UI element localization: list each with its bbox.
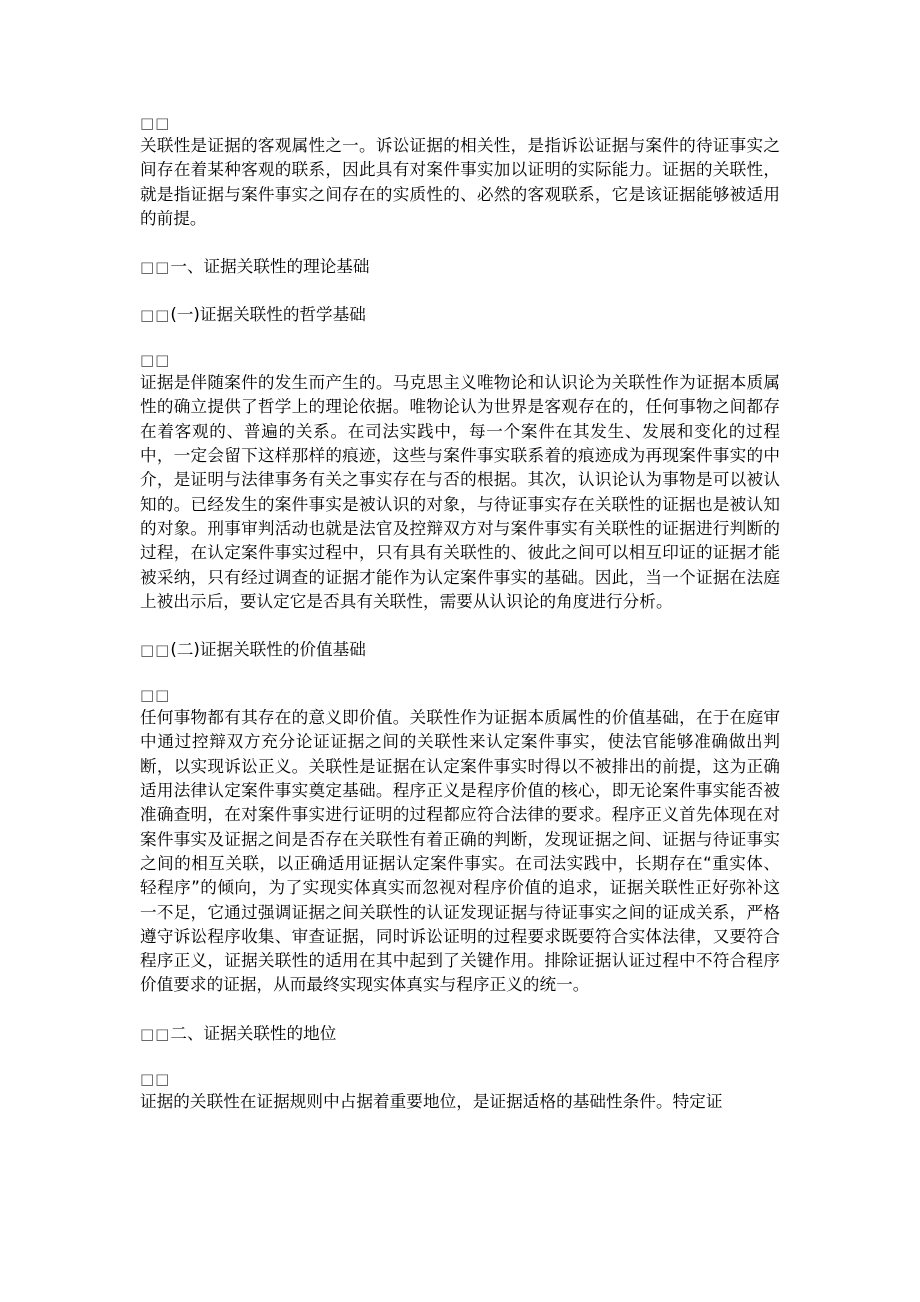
placeholder-glyphs: □□ — [140, 1069, 171, 1088]
subsection-heading-1-2-text: (二)证据关联性的价值基础 — [170, 640, 366, 660]
placeholder-glyphs: □□ — [140, 351, 171, 370]
value-paragraph: 任何事物都有其存在的意义即价值。关联性作为证据本质属性的价值基础，在于在庭审中通过控辩双方充分论证证据之间的关联性来认定案件事实，使法官能够准确做出判断，以实现诉讼正义。关联性是证据在认定案件事实时得以不被排出的前提，这为正确适用法律认定案件事实奠定基础。程序正义是程序价值的核心，即无论案件事实能否被准确查明，在对案件事实进行证明的过程都应符合法律的要求。程序正义首先体现在对案件事实及证据之间是否存在关联性有着正确的判断，发现证据之间、证据与待证事实之间的相互关联，以正确适用证据认定案件事实。在司法实践中，长期存在“重实体、轻程序”的倾向，为了实现实体真实而忽视对程序价值的追求，证据关联性正好弥补这一不足，它通过强调证据之间关联性的认证发现证据与待证事实之间的证成关系，严格遵守诉讼程序收集、审查证据，同时诉讼证明的过程要求既要符合实体法律，又要符合程序正义，证据关联性的适用在其中起到了关键作用。排除证据认证过程中不符合程序价值要求的证据，从而最终实现实体真实与程序正义的统一。 — [140, 708, 780, 995]
section-heading-2-text: 二、证据关联性的地位 — [170, 1023, 337, 1043]
document-body — [140, 112, 780, 1114]
section-heading-1 — [140, 255, 780, 279]
placeholder-glyphs: □□ — [140, 306, 171, 325]
philosophy-paragraph: 证据是伴随案件的发生而产生的。马克思主义唯物论和认识论为关联性作为证据本质属性的确立提供了哲学上的理论依据。唯物论认为世界是客观存在的，任何事物之间都存在着客观的、普遍的关系。在司法实践中，每一个案件在其发生、发展和变化的过程中，一定会留下这样那样的痕迹，这些与案件事实联系着的痕迹成为再现案件事实的中介，是证明与法律事务有关之事实存在与否的根据。其次，认识论认为事物是可以被认知的。已经发生的案件事实是被认识的对象，与待证事实存在关联性的证据也是被认知的对象。刑事审判活动也就是法官及控辩双方对与案件事实有关联性的证据进行判断的过程，在认定案件事实过程中，只有具有关联性的、彼此之间可以相互印证的证据才能被采纳，只有经过调查的证据才能作为认定案件事实的基础。因此，当一个证据在法庭上被出示后，要认定它是否具有关联性，需要从认识论的角度进行分析。 — [140, 373, 780, 611]
subsection-heading-1-1-text: (一)证据关联性的哲学基础 — [170, 305, 366, 325]
placeholder-glyphs: □□ — [140, 114, 171, 132]
section-heading-2 — [140, 1022, 780, 1046]
status-paragraph: 证据的关联性在证据规则中占据着重要地位，是证据适格的基础性条件。特定证 — [140, 1091, 723, 1111]
placeholder-glyphs: □□ — [140, 686, 171, 705]
subsection-heading-1-1 — [140, 303, 780, 327]
placeholder-glyphs: □□ — [140, 1024, 171, 1043]
placeholder-glyphs: □□ — [140, 258, 171, 277]
placeholder-glyphs: □□ — [140, 641, 171, 660]
section-heading-1-text: 一、证据关联性的理论基础 — [170, 257, 370, 277]
intro-paragraph: 关联性是证据的客观属性之一。诉讼证据的相关性，是指诉讼证据与案件的待证事实之间存在着某种客观的联系，因此具有对案件事实加以证明的实际能力。证据的关联性，就是指证据与案件事实之间存在的实质性的、必然的客观联系，它是该证据能够被适用的前提。 — [140, 136, 780, 228]
subsection-heading-1-2 — [140, 638, 780, 662]
